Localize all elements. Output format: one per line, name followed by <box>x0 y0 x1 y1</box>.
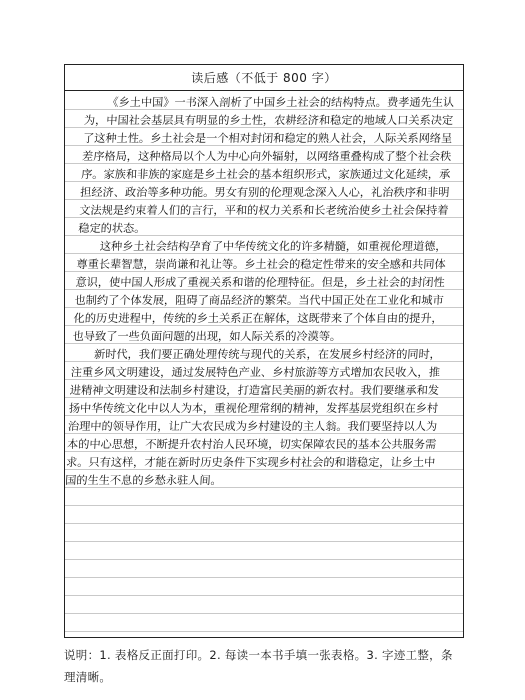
form-title: 读后感（不低于 800 字） <box>65 65 463 91</box>
instructions-note: 说明：1. 表格反正面打印。2. 每读一本书手填一张表格。3. 字迹工整，条理清晰。 <box>64 648 453 684</box>
essay-paragraph-2: 这种乡土社会结构孕育了中华传统文化的许多精髓，如重视伦理道德，尊重长辈智慧，崇尚谦和礼让等。乡土社会的稳定性带来的安全感和共同体意识，使中国人形成了重视关系和谐的伦理特征。但是，乡土社会的封闭性也制约了个体发展，阻碍了商品经济的繁荣。当代中国正处在工业化和城市化的历史进程中，传统的乡土关系正在解体，这既带来了个体自由的提升，也导致了一些负面问题的出现，如人际关系的冷漠等。 <box>72 240 447 343</box>
essay-paragraph-1: 《乡土中国》一书深入剖析了中国乡土社会的结构特点。费孝通先生认为，中国社会基层具有明显的乡土性，农耕经济和稳定的地域人口关系决定了这种土性。乡土社会是一个相对封闭和稳定的熟人社会，人际关系网络呈差序格局，这种格局以个人为中心向外辐射，以网络重叠构成了整个社会秩序。家族和非族的家庭是乡土社会的基本组织形式，家族通过文化延续，承担经济、政治等多种功能。男女有别的伦理观念深入人心，礼治秩序和非明文法规是约束着人们的言行，平和的权力关系和长老统治使乡土社会保持着稳定的状态。 <box>77 96 455 235</box>
essay-paragraph-3: 新时代，我们要正确处理传统与现代的关系，在发展乡村经济的同时，注重乡风文明建设，通过发展特色产业、乡村旅游等方式增加农民收入，推进精神文明建设和法制乡村建设，打造富民美丽的新农村。我们要继承和发扬中华传统文化中以人为本，重视伦理常纲的精神，发挥基层党组织在乡村治理中的领导作用，让广大农民成为乡村建设的主人翁。我们要坚持以人为本的中心思想，不断提升农村治人民环境，切实保障农民的基本公共服务需求。只有这样，才能在新时历史条件下实现乡村社会的和谐稳定，让乡土中国的生生不息的乡愁永驻人间。 <box>64 348 442 487</box>
handwritten-essay <box>65 94 466 490</box>
ruled-writing-area <box>65 90 463 637</box>
reading-report-form <box>64 64 464 638</box>
